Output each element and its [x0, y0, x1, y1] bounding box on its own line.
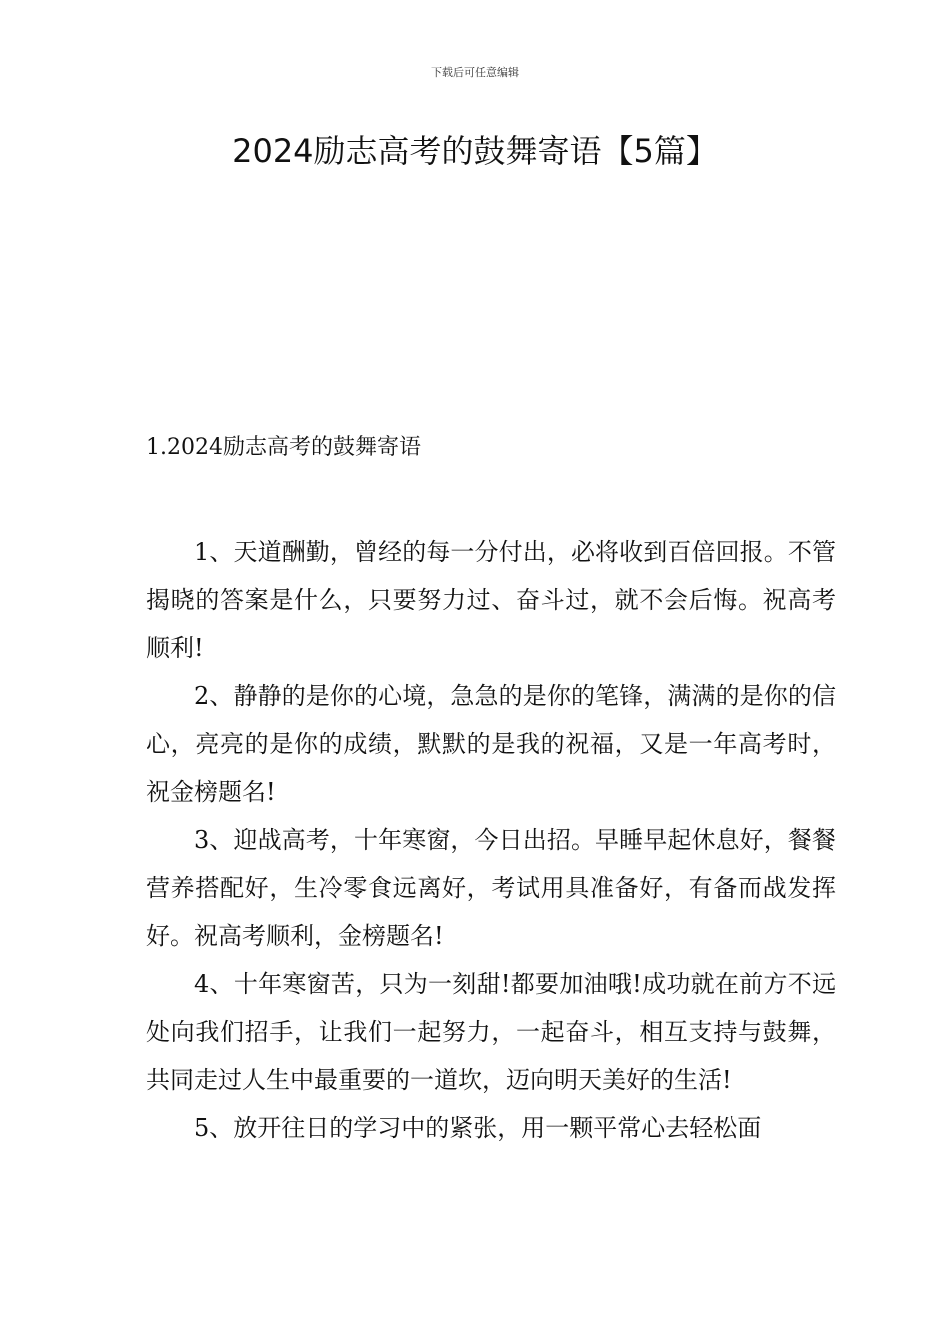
header-note: 下载后可任意编辑 — [431, 66, 519, 79]
body-text — [146, 528, 836, 1152]
paragraph-4: 4、十年寒窗苦，只为一刻甜!都要加油哦!成功就在前方不远处向我们招手，让我们一起努力，一起奋斗，相互支持与鼓舞，共同走过人生中最重要的一道坎，迈向明天美好的生活! — [146, 970, 836, 1094]
document-title: 2024励志高考的鼓舞寄语【5篇】 — [232, 132, 718, 170]
paragraph-1: 1、天道酬勤，曾经的每一分付出，必将收到百倍回报。不管揭晓的答案是什么，只要努力过、奋斗过，就不会后悔。祝高考顺利! — [146, 538, 836, 662]
paragraph-2: 2、静静的是你的心境，急急的是你的笔锋，满满的是你的信心，亮亮的是你的成绩，默默的是我的祝福，又是一年高考时，祝金榜题名! — [146, 682, 836, 806]
paragraph-3: 3、迎战高考，十年寒窗，今日出招。早睡早起休息好，餐餐营养搭配好，生冷零食远离好，考试用具准备好，有备而战发挥好。祝高考顺利，金榜题名! — [146, 826, 836, 950]
section-heading: 1.2024励志高考的鼓舞寄语 — [146, 435, 421, 460]
paragraph-5: 5、放开往日的学习中的紧张，用一颗平常心去轻松面 — [194, 1114, 762, 1142]
